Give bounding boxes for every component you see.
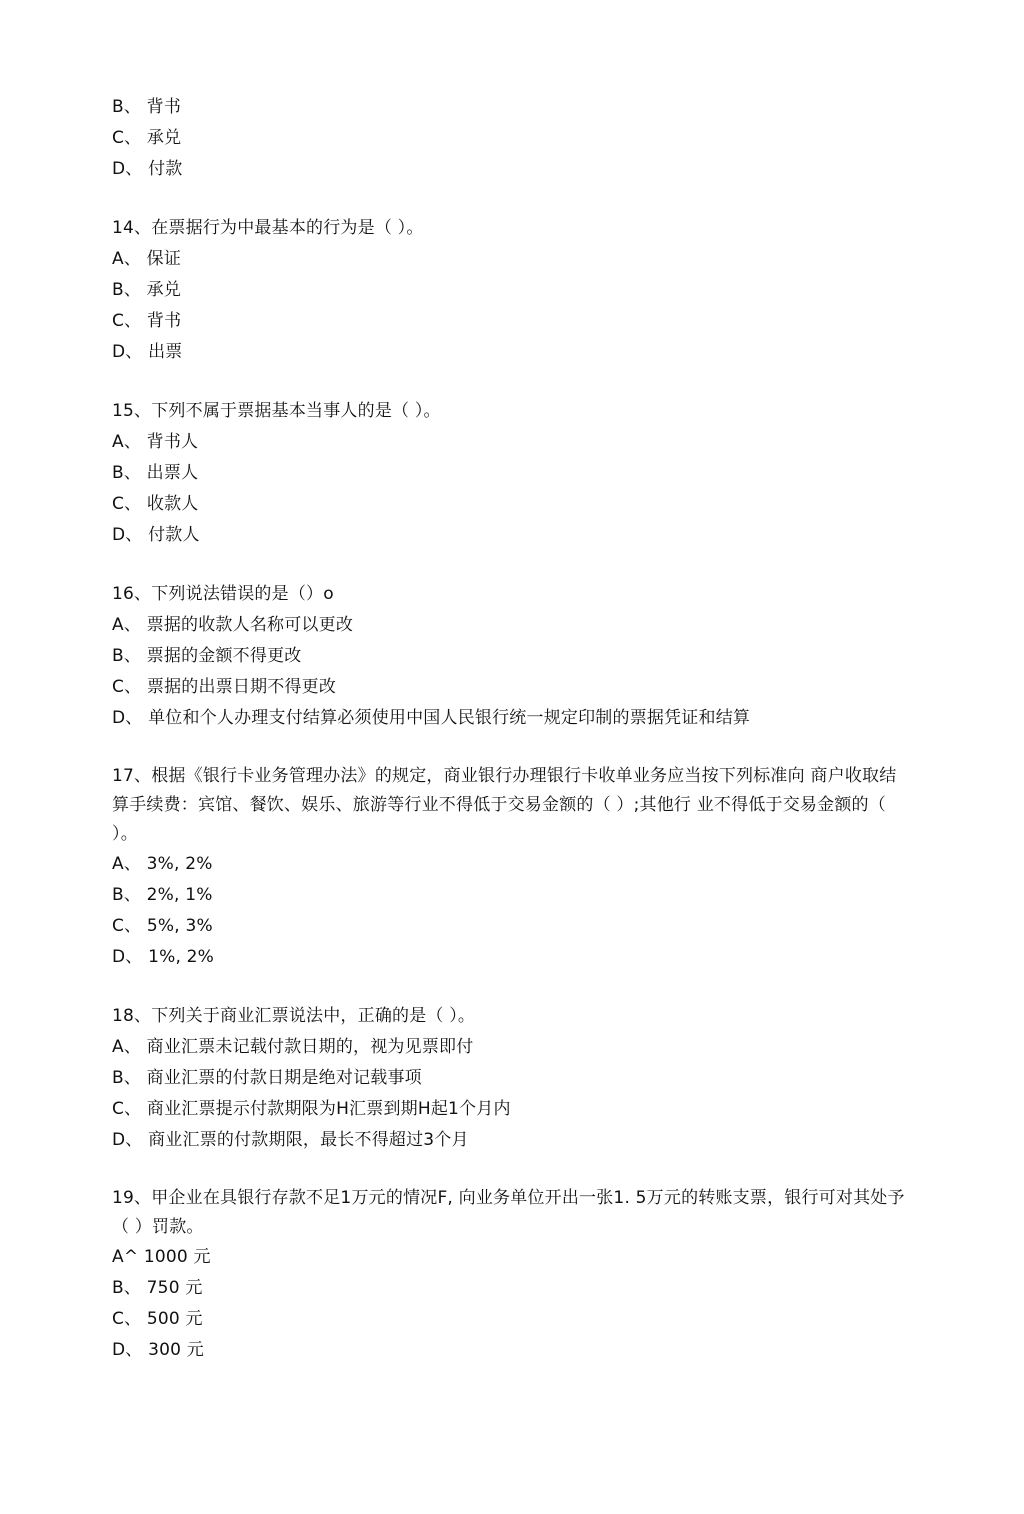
option-d: D、 出票 [112,342,183,362]
option-c: C、 收款人 [112,494,199,514]
question-stem: 18、下列关于商业汇票说法中，正确的是（ ）。 [112,1006,476,1026]
option-d: D、 1%, 2% [112,947,215,967]
option-b: B、 商业汇票的付款日期是绝对记载事项 [112,1068,422,1088]
question-13-options [112,92,912,185]
question-stem: 16、下列说法错误的是（）o [112,584,334,604]
option-c: C、 5%, 3% [112,916,213,936]
option-b: B、 背书 [112,97,182,117]
option-c: C、 票据的出票日期不得更改 [112,677,337,697]
option-d: D、 商业汇票的付款期限，最长不得超过3个月 [112,1130,469,1150]
question-19 [112,1184,912,1366]
option-c: C、 500 元 [112,1309,203,1329]
option-a: A^ 1000 元 [112,1247,211,1267]
question-14 [112,213,912,368]
option-b: B、 2%, 1% [112,885,213,905]
option-a: A、 保证 [112,249,182,269]
option-d: D、 付款人 [112,525,200,545]
question-16 [112,579,912,734]
option-d: D、 付款 [112,159,183,179]
option-d: D、 单位和个人办理支付结算必须使用中国人民银行统一规定印制的票据凭证和结算 [112,708,751,728]
question-stem: 17、根据《银行卡业务管理办法》的规定，商业银行办理银行卡收单业务应当按下列标准向 商户收取结算手续费：宾馆、餐饮、娱乐、旅游等行业不得低于交易金额的（ ）;其他行 业不得低于交易金额的（ ）。 [112,766,897,844]
option-b: B、 票据的金额不得更改 [112,646,302,666]
question-17 [112,762,912,973]
question-18 [112,1001,912,1156]
option-a: A、 商业汇票未记载付款日期的，视为见票即付 [112,1037,474,1057]
document-page [112,92,912,1366]
option-d: D、 300 元 [112,1340,204,1360]
option-b: B、 承兑 [112,280,182,300]
question-stem: 19、甲企业在具银行存款不足1万元的情况F, 向业务单位开出一张1. 5万元的转账支票，银行可对其处予（ ）罚款。 [112,1188,905,1237]
option-a: A、 背书人 [112,432,199,452]
option-b: B、 出票人 [112,463,199,483]
option-c: C、 商业汇票提示付款期限为H汇票到期H起1个月内 [112,1099,511,1119]
question-15 [112,396,912,551]
option-c: C、 背书 [112,311,182,331]
option-c: C、 承兑 [112,128,182,148]
option-a: A、 票据的收款人名称可以更改 [112,615,354,635]
option-a: A、 3%, 2% [112,854,213,874]
question-stem: 15、下列不属于票据基本当事人的是（ ）。 [112,401,441,421]
question-stem: 14、在票据行为中最基本的行为是（ ）。 [112,218,424,238]
option-b: B、 750 元 [112,1278,203,1298]
